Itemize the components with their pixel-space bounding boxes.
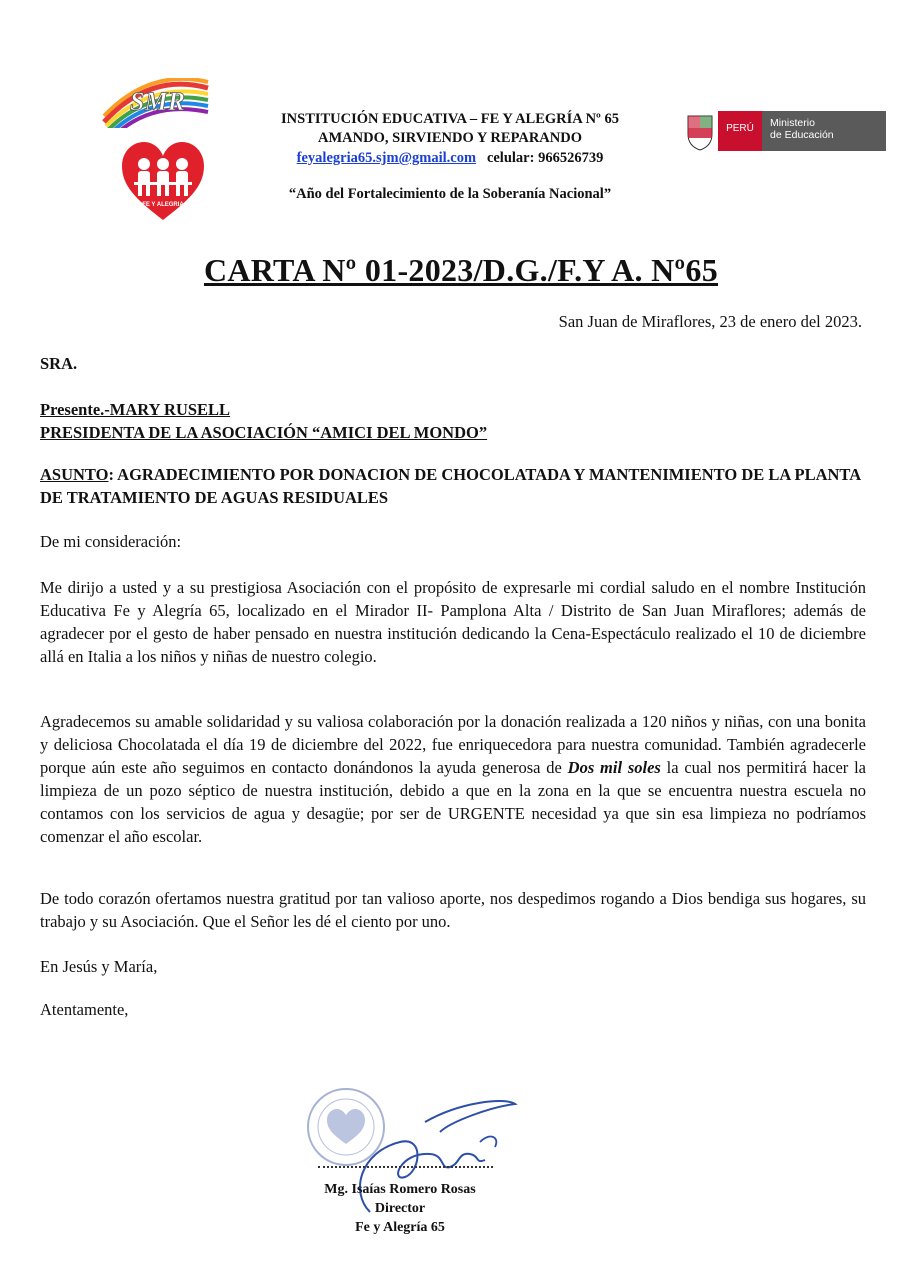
fe-y-alegria-logo [120, 140, 206, 222]
signatory-role: Director [374, 1201, 426, 1216]
greeting: De mi consideración: [40, 532, 182, 551]
paragraph-1: Me dirijo a usted y a su prestigiosa Asociación con el propósito de expresarle mi cordial saludo en el nombre Institución Educativa Fe y Alegría 65, localizado en el Mirador II- Pamplona Alta / Distrito de San Juan Miraflores; además de agradecer por el gesto de haber pensado en nuestra institución dedicando la Cena-Espectáculo realizado el 10 de diciembre allá en Italia a los niños y niñas de nuestro colegio. [40, 578, 866, 666]
institution-name: INSTITUCIÓN EDUCATIVA – FE Y ALEGRÍA Nº 65 [281, 111, 619, 127]
email-link[interactable]: feyalegria65.sjm@gmail.com [296, 150, 477, 166]
paragraph-2 [40, 710, 866, 848]
signature-line [318, 1166, 493, 1168]
minedu-logo [684, 110, 888, 152]
salutation: SRA. [40, 354, 78, 373]
minedu-line2: de Educación [770, 129, 834, 141]
year-motto: “Año del Fortalecimiento de la Soberanía Nacional” [288, 186, 612, 202]
subject [40, 463, 866, 509]
letter-date: San Juan de Miraflores, 23 de enero del 2023. [558, 312, 862, 331]
smr-logo [100, 78, 212, 128]
recipient-line1: Presente.-MARY RUSELL [40, 400, 231, 419]
minedu-name [770, 117, 834, 141]
minedu-line1: Ministerio [770, 117, 815, 129]
smr-logo-text: SMR [130, 87, 185, 116]
signatory-name: Mg. Isaías Romero Rosas [324, 1182, 476, 1197]
paragraph-2-part-1: Agradecemos su amable solidaridad y su valiosa colaboración por la donación realizada a 120 niños y niñas, con una bonita y deliciosa Chocolatada el día 19 de diciembre del 2022, fue enriquecedora para nuestra comunidad. También agradecerle porque aún este año seguimos en contacto donándonos la ayuda generosa de [40, 712, 866, 777]
contact-line [230, 150, 670, 167]
institution-motto: AMANDO, SIRVIENDO Y REPARANDO [318, 130, 582, 146]
recipient [40, 398, 866, 444]
paragraph-3: De todo corazón ofertamos nuestra gratitud por tan valioso aporte, nos despedimos rogando a Dios bendiga sus hogares, su trabajo y su Asociación. Que el Señor les dé el ciento por uno. [40, 889, 866, 931]
recipient-line2: PRESIDENTA DE LA ASOCIACIÓN “AMICI DEL MONDO” [40, 423, 488, 442]
paragraph-2-part-2: la cual nos permitirá hacer la limpieza de un pozo séptico de nuestra institución, debido a que en la zona en la que se encuentra nuestra escuela no contamos con los servicios de agua y desagüe; por ser de URGENTE necesidad ya que sin esa limpieza no podríamos comenzar el año escolar. [40, 758, 866, 846]
subject-label: ASUNTO [40, 465, 109, 484]
fya-logo-text: FE Y ALEGRIA [142, 202, 184, 208]
signatory-org: Fe y Alegría 65 [355, 1220, 445, 1235]
phone-number: celular: 966526739 [486, 150, 604, 166]
subject-text: : AGRADECIMIENTO POR DONACION DE CHOCOLATADA Y MANTENIMIENTO DE LA PLANTA DE TRATAMIENTO DE AGUAS RESIDUALES [40, 465, 861, 507]
closing-1: En Jesús y María, [40, 957, 158, 976]
minedu-peru-label: PERÚ [726, 123, 754, 134]
donation-amount: Dos mil soles [567, 758, 661, 777]
closing-2: Atentamente, [40, 1000, 129, 1019]
letter-title: CARTA Nº 01-2023/D.G./F.Y A. Nº65 [203, 252, 719, 288]
